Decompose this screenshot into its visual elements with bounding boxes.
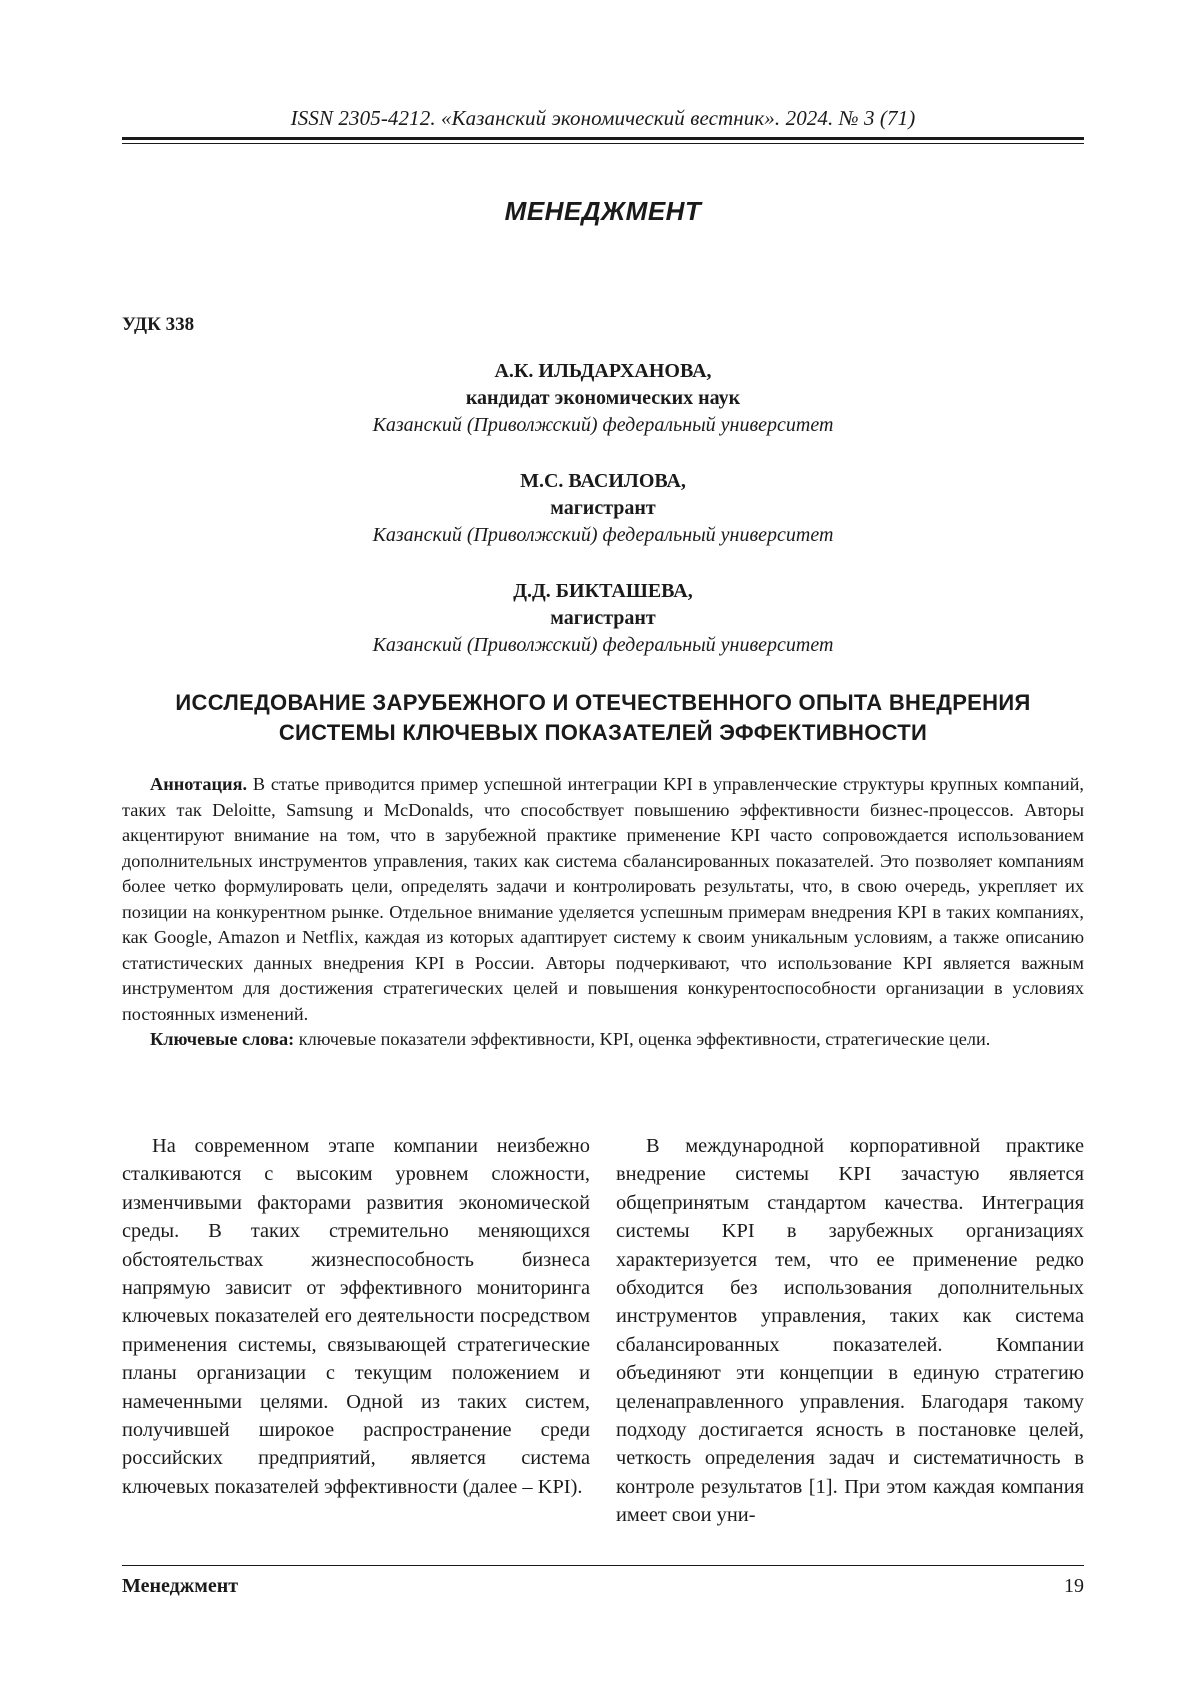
body-column-right	[616, 1132, 1084, 1530]
author-block-2	[122, 468, 1084, 549]
abstract-paragraph	[122, 772, 1084, 1027]
header-rule-thin	[122, 143, 1084, 144]
author-name: М.С. ВАСИЛОВА,	[520, 470, 686, 492]
page-number: 19	[1064, 1575, 1084, 1597]
keywords-paragraph	[122, 1027, 1084, 1053]
article-title-line-2: СИСТЕМЫ КЛЮЧЕВЫХ ПОКАЗАТЕЛЕЙ ЭФФЕКТИВНОСТИ	[278, 720, 928, 745]
body-paragraph: В международной корпоративной практике внедрение системы KPI зачастую является общепринятым стандартом качества. Интеграция системы KPI в зарубежных организациях характеризуется тем, что ее применение редко обходится без использования дополнительных инструментов управления, таких как система сбалансированных показателей. Компании объединяют эти концепции в единую стратегию целенаправленного управления. Благодаря такому подходу достигается ясность в постановке целей, четкость определения задач и систематичность в контроле результатов [1]. При этом каждая компания имеет свои уни-	[616, 1135, 1084, 1527]
section-heading: МЕНЕДЖМЕНТ	[504, 196, 702, 226]
udk-code: УДК 338	[122, 314, 195, 335]
author-affiliation: Казанский (Приволжский) федеральный университет	[372, 634, 834, 656]
footer-section-name: Менеджмент	[122, 1575, 239, 1597]
author-degree: магистрант	[550, 497, 656, 519]
author-affiliation: Казанский (Приволжский) федеральный университет	[372, 414, 834, 436]
keywords-text: ключевые показатели эффективности, KPI, оценка эффективности, стратегические цели.	[294, 1029, 991, 1049]
abstract-text: В статье приводится пример успешной интеграции KPI в управленческие структуры крупных компаний, таких так Deloitte, Samsung и McDonalds, что способствует повышению эффективности бизнес-процессов. Авторы акцентируют внимание на том, что в зарубежной практике применение KPI часто сопровождается использованием дополнительных инструментов управления, таких как система сбалансированных показателей. Это позволяет компаниям более четко формулировать цели, определять задачи и контролировать результаты, что, в свою очередь, укрепляет их позиции на конкурентном рынке. Отдельное внимание уделяется успешным примерам внедрения KPI в таких компаниях, как Google, Amazon и Netflix, каждая из которых адаптирует систему к своим уникальным условиям, а также описанию статистических данных внедрения KPI в России. Авторы подчеркивают, что использование KPI является важным инструментом для достижения стратегических целей и повышения конкурентоспособности организации в условиях постоянных изменений.	[122, 774, 1084, 1024]
body-paragraph: На современном этапе компании неизбежно сталкиваются с высоким уровнем сложности, изменчивыми факторами развития экономической среды. В таких стремительно меняющихся обстоятельствах жизнеспособность бизнеса напрямую зависит от эффективного мониторинга ключевых показателей его деятельности посредством применения системы, связывающей стратегические планы организации с текущим положением и намеченными целями. Одной из таких систем, получившей широкое распространение среди российских предприятий, является система ключевых показателей эффективности (далее – KPI).	[122, 1135, 590, 1498]
article-title-line-1: ИССЛЕДОВАНИЕ ЗАРУБЕЖНОГО И ОТЕЧЕСТВЕННОГО ОПЫТА ВНЕДРЕНИЯ	[175, 690, 1031, 715]
author-degree: магистрант	[550, 607, 656, 629]
keywords-label: Ключевые слова:	[150, 1029, 295, 1049]
header-rule	[122, 137, 1084, 140]
abstract-label: Аннотация.	[150, 774, 248, 794]
author-degree: кандидат экономических наук	[465, 387, 741, 409]
running-header: ISSN 2305-4212. «Казанский экономический вестник». 2024. № 3 (71)	[290, 106, 916, 130]
abstract-section	[122, 772, 1084, 1053]
body-column-left	[122, 1132, 590, 1501]
author-block-1	[122, 358, 1084, 439]
author-name: Д.Д. БИКТАШЕВА,	[513, 580, 693, 602]
author-affiliation: Казанский (Приволжский) федеральный университет	[372, 524, 834, 546]
author-block-3	[122, 578, 1084, 659]
author-name: А.К. ИЛЬДАРХАНОВА,	[494, 360, 712, 382]
article-title	[122, 688, 1084, 748]
footer-rule	[122, 1565, 1084, 1566]
